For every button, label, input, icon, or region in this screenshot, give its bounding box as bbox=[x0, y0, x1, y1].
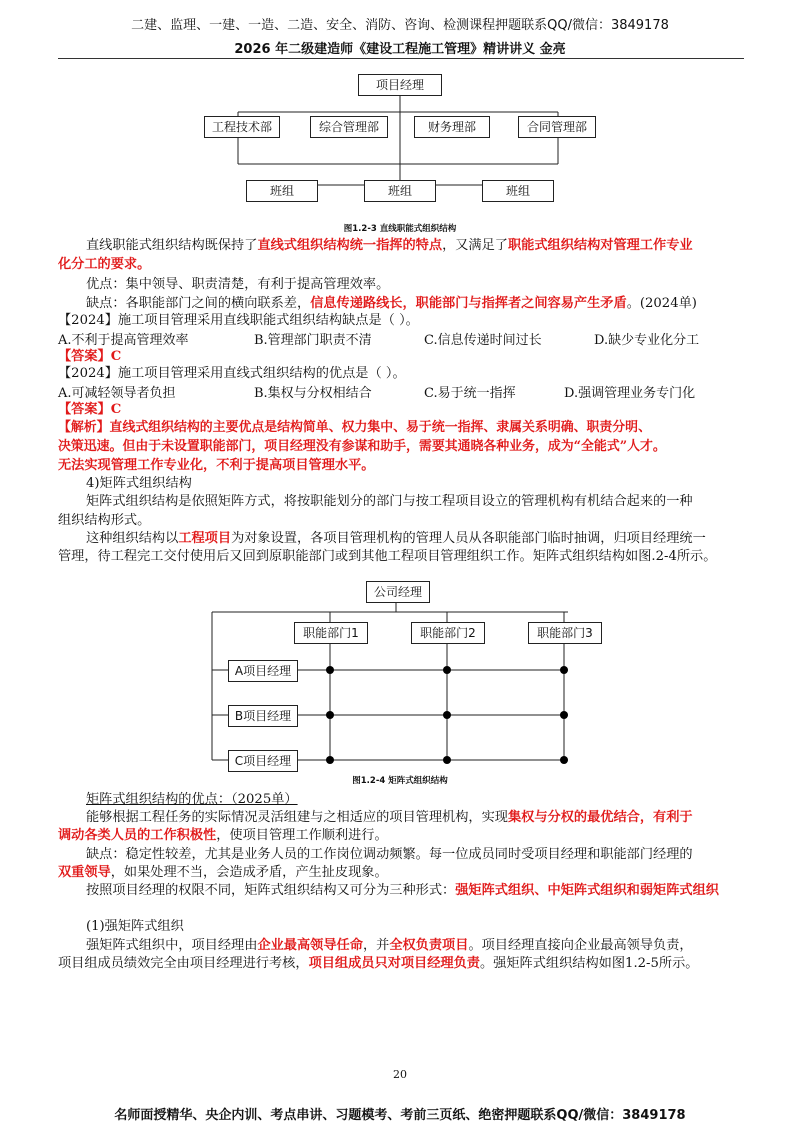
matrix-definition-line-2: 组织结构形式。 bbox=[58, 513, 151, 528]
team-box-3: 班组 bbox=[482, 180, 554, 202]
question-1-option-b: B.管理部门职责不清 bbox=[254, 333, 372, 348]
dept-box-2: 综合管理部 bbox=[310, 116, 388, 138]
company-manager-box: 公司经理 bbox=[366, 581, 430, 603]
question-2-analysis-line-1: 【解析】直线式组织结构的主要优点是结构简单、权力集中、易于统一指挥、隶属关系明确、职责分明、 bbox=[58, 420, 651, 435]
matrix-paragraph-line-1: 这种组织结构以工程项目为对象设置，各项目管理机构的管理人员从各职能部门临时抽调，归项目经理统一 bbox=[86, 531, 706, 546]
dept-box-3: 财务理部 bbox=[414, 116, 490, 138]
matrix-chart-connectors bbox=[0, 580, 800, 780]
strong-matrix-title: (1)强矩阵式组织 bbox=[86, 919, 184, 934]
question-1-option-a: A.不利于提高管理效率 bbox=[58, 333, 189, 348]
header-line-1: 二建、监理、一建、一造、二造、安全、消防、咨询、检测课程押题联系QQ/微信：3849178 bbox=[131, 18, 669, 33]
question-2-option-a: A.可减轻领导者负担 bbox=[58, 386, 176, 401]
question-2-option-c: C.易于统一指挥 bbox=[424, 386, 516, 401]
strong-matrix-line-1: 强矩阵式组织中，项目经理由企业最高领导任命，并全权负责项目。项目经理直接向企业最高领导负责， bbox=[86, 938, 693, 953]
function-dept-box-1: 职能部门1 bbox=[294, 622, 368, 644]
disadvantage-line: 缺点：各职能部门之间的横向联系差，信息传递路线长，职能部门与指挥者之间容易产生矛盾。(2024单) bbox=[86, 296, 697, 311]
question-1-option-c: C.信息传递时间过长 bbox=[424, 333, 542, 348]
matrix-advantage-line-1: 能够根据工程任务的实际情况灵活组建与之相适应的项目管理机构，实现集权与分权的最优结合，有利于 bbox=[86, 810, 693, 825]
matrix-paragraph-line-2: 管理，待工程完工交付使用后又回到原职能部门或到其他工程项目管理组织工作。矩阵式组织结构如图.2-4所示。 bbox=[58, 549, 717, 564]
team-box-1: 班组 bbox=[246, 180, 318, 202]
project-manager-box: 项目经理 bbox=[358, 74, 442, 96]
function-dept-box-2: 职能部门2 bbox=[411, 622, 485, 644]
project-manager-box-a: A项目经理 bbox=[228, 660, 298, 682]
advantage-line: 优点：集中领导、职责清楚，有利于提高管理效率。 bbox=[86, 277, 390, 292]
paragraph-line-functional-cont: 化分工的要求。 bbox=[58, 257, 151, 272]
project-manager-box-c: C项目经理 bbox=[228, 750, 298, 772]
matrix-advantage-title: 矩阵式组织结构的优点：（2025单） bbox=[86, 792, 298, 807]
figure-caption-1: 图1.2-3 直线职能式组织结构 bbox=[343, 224, 457, 234]
paragraph-line-functional: 直线职能式组织结构既保持了直线式组织结构统一指挥的特点，又满足了职能式组织结构对管理工作专业 bbox=[86, 238, 693, 253]
matrix-section-title: 4)矩阵式组织结构 bbox=[86, 476, 192, 491]
header-divider bbox=[58, 58, 744, 59]
question-2-analysis-line-2: 决策迅速。但由于未设置职能部门，项目经理没有参谋和助手，需要其通晓各种业务，成为“全能式”人才。 bbox=[58, 439, 666, 454]
question-2-answer: 【答案】C bbox=[58, 402, 122, 417]
question-1-answer: 【答案】C bbox=[58, 349, 122, 364]
dept-box-4: 合同管理部 bbox=[518, 116, 596, 138]
question-2-option-d: D.强调管理业务专门化 bbox=[564, 386, 696, 401]
page-number: 20 bbox=[393, 1068, 407, 1081]
team-box-2: 班组 bbox=[364, 180, 436, 202]
question-1-stem: 【2024】施工项目管理采用直线职能式组织结构缺点是（ ）。 bbox=[58, 313, 419, 328]
footer-line: 名师面授精华、央企内训、考点串讲、习题模考、考前三页纸、绝密押题联系QQ/微信：3849178 bbox=[114, 1108, 686, 1123]
figure-caption-2: 图1.2-4 矩阵式组织结构 bbox=[352, 776, 448, 786]
matrix-disadvantage-line-2: 双重领导，如果处理不当，会造成矛盾，产生扯皮现象。 bbox=[58, 865, 388, 880]
question-2-stem: 【2024】施工项目管理采用直线式组织结构的优点是（ ）。 bbox=[58, 366, 406, 381]
dept-box-1: 工程技术部 bbox=[204, 116, 280, 138]
matrix-definition-line-1: 矩阵式组织结构是依照矩阵方式，将按职能划分的部门与按工程项目设立的管理机构有机结合起来的一种 bbox=[86, 494, 693, 509]
project-manager-box-b: B项目经理 bbox=[228, 705, 298, 727]
function-dept-box-3: 职能部门3 bbox=[528, 622, 602, 644]
matrix-disadvantage-line-1: 缺点：稳定性较差，尤其是业务人员的工作岗位调动频繁。每一位成员同时受项目经理和职能部门经理的 bbox=[86, 847, 693, 862]
header-line-2: 2026 年二级建造师《建设工程施工管理》精讲讲义 金亮 bbox=[234, 42, 566, 57]
question-2-option-b: B.集权与分权相结合 bbox=[254, 386, 372, 401]
strong-matrix-line-2: 项目组成员绩效完全由项目经理进行考核，项目组成员只对项目经理负责。强矩阵式组织结构如图1.2-5所示。 bbox=[58, 956, 699, 971]
matrix-advantage-line-2: 调动各类人员的工作积极性，使项目管理工作顺利进行。 bbox=[58, 828, 388, 843]
matrix-types-line: 按照项目经理的权限不同，矩阵式组织结构又可分为三种形式：强矩阵式组织、中矩阵式组织和弱矩阵式组织 bbox=[86, 883, 719, 898]
question-2-analysis-line-3: 无法实现管理工作专业化，不利于提高项目管理水平。 bbox=[58, 458, 375, 473]
question-1-option-d: D.缺少专业化分工 bbox=[594, 333, 700, 348]
